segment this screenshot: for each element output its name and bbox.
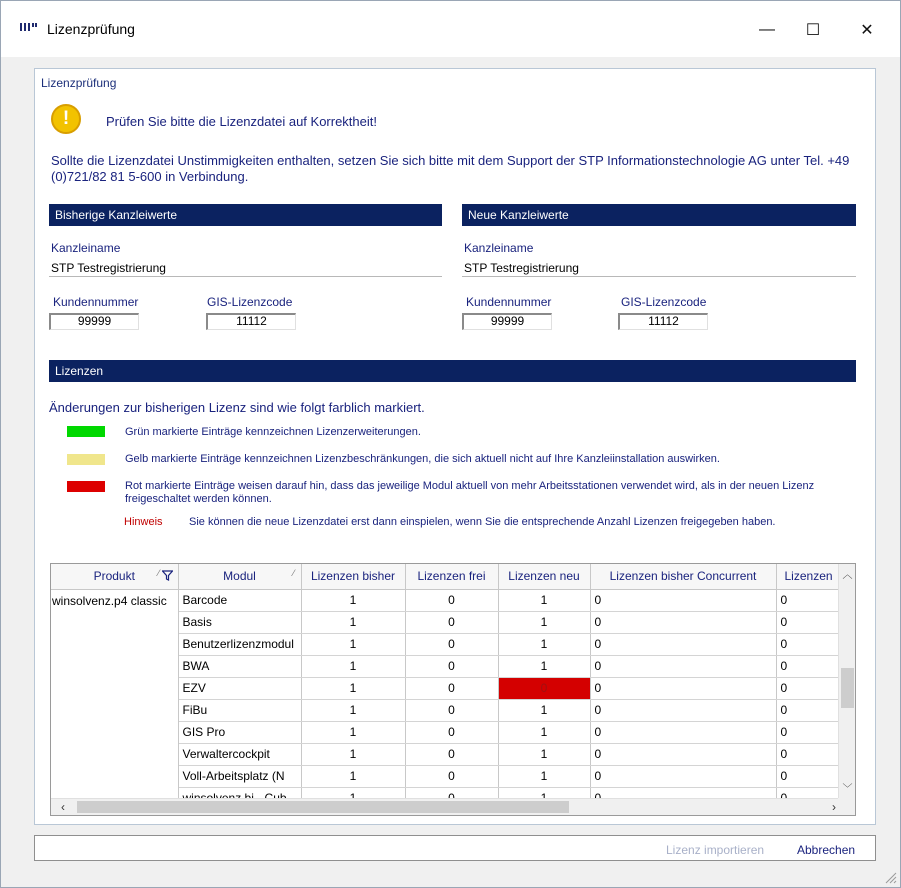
cell-lizenzen-extra[interactable]: 0 bbox=[776, 721, 846, 743]
legend-yellow-text: Gelb markierte Einträge kennzeichnen Lizenzbeschränkungen, die sich aktuell nicht auf Ihre Kanzleiinstallation auswirken. bbox=[125, 453, 720, 465]
cell-lizenzen-neu[interactable]: 1 bbox=[498, 743, 590, 765]
previous-kundennummer-field[interactable]: 99999 bbox=[49, 313, 139, 330]
cell-lizenzen-frei[interactable]: 0 bbox=[405, 655, 498, 677]
cell-lizenzen-frei[interactable]: 0 bbox=[405, 743, 498, 765]
cell-lizenzen-bisher[interactable]: 1 bbox=[301, 589, 405, 611]
cell-lizenzen-bisher-concurrent[interactable]: 0 bbox=[590, 721, 776, 743]
maximize-button[interactable]: ☐ bbox=[805, 22, 821, 39]
table-header-row bbox=[51, 564, 846, 589]
column-header-lizenzen-neu[interactable]: Lizenzen neu bbox=[498, 564, 590, 589]
new-gis-label: GIS-Lizenzcode bbox=[621, 295, 707, 309]
column-label-modul: Modul bbox=[223, 569, 256, 584]
horizontal-scrollbar[interactable] bbox=[51, 798, 840, 815]
new-gis-field[interactable]: 11112 bbox=[618, 313, 708, 330]
scroll-left-icon[interactable]: ‹ bbox=[61, 800, 65, 814]
cell-lizenzen-neu[interactable]: 1 bbox=[498, 721, 590, 743]
cell-lizenzen-frei[interactable]: 0 bbox=[405, 765, 498, 787]
changes-title: Änderungen zur bisherigen Lizenz sind wie folgt farblich markiert. bbox=[49, 400, 425, 415]
cell-lizenzen-bisher[interactable]: 1 bbox=[301, 721, 405, 743]
vertical-scroll-thumb[interactable] bbox=[841, 668, 854, 708]
warning-title: Prüfen Sie bitte die Lizenzdatei auf Korrektheit! bbox=[106, 114, 377, 129]
cell-modul[interactable]: Benutzerlizenzmodul bbox=[178, 633, 301, 655]
cell-lizenzen-neu[interactable]: 1 bbox=[498, 611, 590, 633]
cell-lizenzen-extra[interactable]: 0 bbox=[776, 655, 846, 677]
column-header-lizenzen-bisher-concurrent[interactable]: Lizenzen bisher Concurrent bbox=[590, 564, 776, 589]
previous-gis-field[interactable]: 11112 bbox=[206, 313, 296, 330]
previous-kanzleiname-field[interactable]: STP Testregistrierung bbox=[49, 259, 442, 277]
cell-lizenzen-bisher-concurrent[interactable]: 0 bbox=[590, 611, 776, 633]
cell-lizenzen-frei[interactable]: 0 bbox=[405, 721, 498, 743]
close-button[interactable]: ✕ bbox=[860, 22, 874, 39]
licenses-header: Lizenzen bbox=[49, 360, 856, 382]
hinweis-text: Sie können die neue Lizenzdatei erst dann einspielen, wenn Sie die entsprechende Anzahl Lizenzen freigegeben haben. bbox=[189, 516, 776, 528]
cell-lizenzen-bisher[interactable]: 1 bbox=[301, 743, 405, 765]
hinweis-label: Hinweis bbox=[124, 516, 163, 528]
window-title: Lizenzprüfung bbox=[47, 21, 135, 37]
column-header-produkt[interactable] bbox=[51, 564, 178, 589]
cell-lizenzen-neu[interactable]: 1 bbox=[498, 655, 590, 677]
cell-lizenzen-extra[interactable]: 0 bbox=[776, 743, 846, 765]
resize-grip-icon[interactable] bbox=[883, 870, 897, 884]
cell-lizenzen-bisher[interactable]: 1 bbox=[301, 765, 405, 787]
cell-lizenzen-extra[interactable]: 0 bbox=[776, 699, 846, 721]
cell-modul[interactable]: Voll-Arbeitsplatz (N bbox=[178, 765, 301, 787]
cell-modul[interactable]: FiBu bbox=[178, 699, 301, 721]
cell-lizenzen-bisher-concurrent[interactable]: 0 bbox=[590, 743, 776, 765]
app-logo-icon bbox=[20, 23, 38, 31]
cell-lizenzen-extra[interactable]: 0 bbox=[776, 589, 846, 611]
title-bar bbox=[1, 1, 900, 57]
cell-lizenzen-neu[interactable]: 1 bbox=[498, 633, 590, 655]
cell-lizenzen-bisher[interactable]: 1 bbox=[301, 611, 405, 633]
new-kanzleiname-label: Kanzleiname bbox=[464, 241, 534, 255]
scrollbar-corner bbox=[838, 798, 855, 815]
cell-lizenzen-bisher-concurrent[interactable]: 0 bbox=[590, 765, 776, 787]
cell-lizenzen-bisher-concurrent[interactable]: 0 bbox=[590, 699, 776, 721]
cell-lizenzen-bisher-concurrent[interactable]: 0 bbox=[590, 655, 776, 677]
cell-modul[interactable]: GIS Pro bbox=[178, 721, 301, 743]
horizontal-scroll-thumb[interactable] bbox=[77, 801, 569, 813]
cell-lizenzen-extra[interactable]: 0 bbox=[776, 633, 846, 655]
cell-lizenzen-bisher-concurrent[interactable]: 0 bbox=[590, 633, 776, 655]
table-row[interactable] bbox=[51, 589, 846, 611]
column-header-lizenzen-bisher[interactable]: Lizenzen bisher bbox=[301, 564, 405, 589]
import-license-button[interactable]: Lizenz importieren bbox=[666, 843, 765, 857]
cell-lizenzen-bisher[interactable]: 1 bbox=[301, 677, 405, 699]
cell-lizenzen-frei[interactable]: 0 bbox=[405, 633, 498, 655]
vertical-scrollbar[interactable] bbox=[838, 564, 855, 798]
previous-gis-label: GIS-Lizenzcode bbox=[207, 295, 293, 309]
new-kundennummer-label: Kundennummer bbox=[466, 295, 552, 309]
minimize-button[interactable]: — bbox=[759, 21, 775, 38]
cell-lizenzen-frei[interactable]: 0 bbox=[405, 611, 498, 633]
green-swatch bbox=[67, 426, 105, 437]
new-values-header: Neue Kanzleiwerte bbox=[462, 204, 856, 226]
license-grid[interactable] bbox=[50, 563, 856, 816]
column-header-lizenzen-frei[interactable]: Lizenzen frei bbox=[405, 564, 498, 589]
cell-lizenzen-frei[interactable]: 0 bbox=[405, 699, 498, 721]
cell-lizenzen-bisher-concurrent[interactable]: 0 bbox=[590, 677, 776, 699]
cell-lizenzen-frei[interactable]: 0 bbox=[405, 589, 498, 611]
column-header-modul[interactable] bbox=[178, 564, 301, 589]
cell-lizenzen-neu[interactable]: 1 bbox=[498, 765, 590, 787]
cell-modul[interactable]: EZV bbox=[178, 677, 301, 699]
cell-lizenzen-bisher-concurrent[interactable]: 0 bbox=[590, 589, 776, 611]
column-header-lizenzen-extra[interactable]: Lizenzen bbox=[776, 564, 846, 589]
cell-lizenzen-frei[interactable]: 0 bbox=[405, 677, 498, 699]
filter-icon[interactable] bbox=[162, 570, 173, 581]
scroll-down-icon[interactable]: ﹀ bbox=[842, 784, 853, 795]
cell-lizenzen-neu[interactable]: 0 bbox=[498, 677, 590, 699]
scroll-up-icon[interactable]: ︿ bbox=[842, 570, 853, 581]
previous-kanzleiname-label: Kanzleiname bbox=[51, 241, 121, 255]
cell-lizenzen-neu[interactable]: 1 bbox=[498, 589, 590, 611]
previous-kundennummer-label: Kundennummer bbox=[53, 295, 139, 309]
new-kanzleiname-field[interactable]: STP Testregistrierung bbox=[462, 259, 856, 277]
sort-icon: ⁄ bbox=[292, 568, 295, 578]
legend-green-text: Grün markierte Einträge kennzeichnen Lizenzerweiterungen. bbox=[125, 426, 421, 438]
cell-lizenzen-neu[interactable]: 1 bbox=[498, 699, 590, 721]
cell-lizenzen-extra[interactable]: 0 bbox=[776, 677, 846, 699]
sort-icon: ⁄ bbox=[157, 568, 160, 578]
cancel-button[interactable]: Abbrechen bbox=[797, 843, 856, 857]
red-swatch bbox=[67, 481, 105, 492]
cell-lizenzen-bisher[interactable]: 1 bbox=[301, 655, 405, 677]
cell-produkt[interactable]: winsolvenz.p4 classic bbox=[51, 589, 178, 809]
legend-red-text: Rot markierte Einträge weisen darauf hin, dass das jeweilige Modul aktuell von mehr Arbeitsstationen verwendet wird, als in der neuen Lizenz freigeschaltet werden können. bbox=[125, 480, 815, 505]
cell-lizenzen-bisher[interactable]: 1 bbox=[301, 633, 405, 655]
table-body bbox=[51, 589, 846, 809]
scroll-right-icon[interactable]: › bbox=[832, 800, 836, 814]
cell-modul[interactable]: BWA bbox=[178, 655, 301, 677]
cell-modul[interactable]: Verwaltercockpit bbox=[178, 743, 301, 765]
new-kundennummer-field[interactable]: 99999 bbox=[462, 313, 552, 330]
cell-lizenzen-extra[interactable]: 0 bbox=[776, 765, 846, 787]
yellow-swatch bbox=[67, 454, 105, 465]
license-table bbox=[51, 564, 847, 810]
exclamation-icon: ! bbox=[51, 104, 81, 134]
cell-lizenzen-extra[interactable]: 0 bbox=[776, 611, 846, 633]
support-info-text: Sollte die Lizenzdatei Unstimmigkeiten enthalten, setzen Sie sich bitte mit dem Support der STP Informationstechnologie AG unter Tel. +49 (0)721/82 81 5-600 in Verbindung. bbox=[51, 153, 850, 184]
column-label-produkt: Produkt bbox=[93, 569, 135, 584]
cell-lizenzen-bisher[interactable]: 1 bbox=[301, 699, 405, 721]
previous-values-header: Bisherige Kanzleiwerte bbox=[49, 204, 442, 226]
panel-legend: Lizenzprüfung bbox=[41, 76, 117, 90]
cell-modul[interactable]: Barcode bbox=[178, 589, 301, 611]
cell-modul[interactable]: Basis bbox=[178, 611, 301, 633]
